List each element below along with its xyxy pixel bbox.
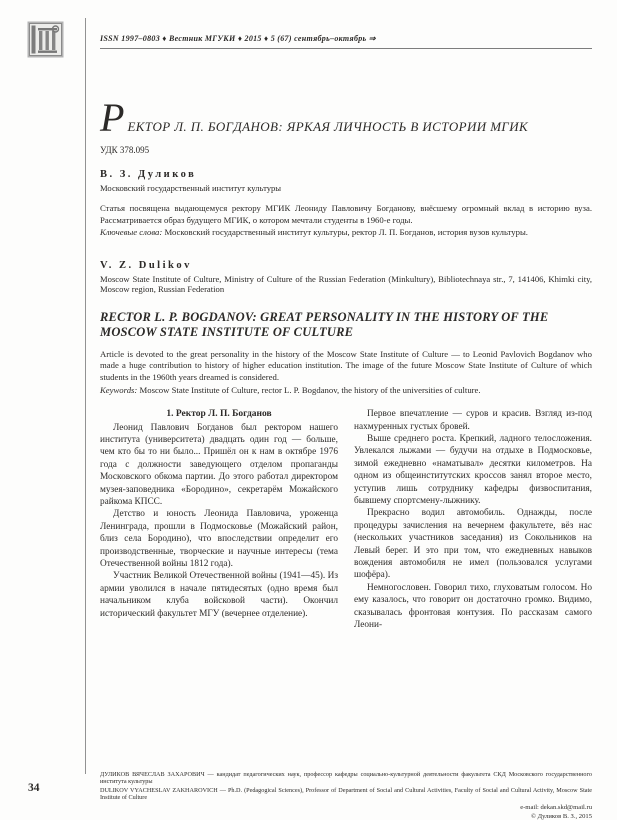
- author-affiliation-en: Moscow State Institute of Culture, Ministry of Culture of the Russian Federation (Minkultury), Bibliotechnaya str., 7, 141406, Khimki city, Moscow region, Russian Federation: [100, 273, 592, 295]
- page-number: 34: [28, 782, 40, 794]
- abstract-ru: Статья посвящена выдающемуся ректору МГИК Леониду Павловичу Богданову, внёсшему огромный вклад в историю вуза. Рассматривается образ будущего МГИК, о котором мечтали студенты в 1960-е годы.: [100, 203, 592, 225]
- article-title-ru: [100, 95, 592, 144]
- body-paragraph: Первое впечатление — суров и красив. Взгляд из-под нахмуренных густых бровей.: [354, 409, 592, 432]
- keywords-en-label: Keywords:: [100, 384, 138, 395]
- body-paragraph: Немногословен. Говорил тихо, глуховатым голосом. Но ему казалось, что говорит он достаточно громко. Видимо, сказывалась фронтовая контузия. По рассказам самого Леони-: [354, 582, 592, 631]
- left-column: [100, 408, 338, 631]
- author-name-en: V. Z. Dulikov: [100, 259, 192, 271]
- body-paragraph: Выше среднего роста. Крепкий, ладного телосложения. Увлекался лыжами — будучи на отдыхе в Подмосковье, зимой ежедневно «наматывал» десятки километров. На одном из общеинститутских кроссов занял второе место, уступив лишь сотруднику кафедры физвоспитания, бывшему спортсмену-лыжнику.: [354, 433, 592, 506]
- keywords-en: [100, 385, 592, 397]
- keywords-ru-text: Московский государственный институт культуры, ректор Л. П. Богданов, история вузов культуры.: [162, 227, 528, 238]
- article-body: [100, 408, 592, 631]
- contact-email: e-mail: dekan.skd@mail.ru: [520, 803, 592, 811]
- body-paragraph: Прекрасно водил автомобиль. Однажды, после процедуры зачисления на вечернем факультете, вёз нас (нескольких участников заседания) из Сокольников на Левый берег. И это при том, что ежедневных навыков вождения автомобиля не имел (пользовался услугами шофёра).: [354, 508, 592, 581]
- title-text: ЕКТОР Л. П. БОГДАНОВ: ЯРКАЯ ЛИЧНОСТЬ В ИСТОРИИ МГИК: [127, 119, 529, 134]
- udk-code: УДК 378.095: [100, 145, 150, 155]
- section-heading: 1. Ректор Л. П. Богданов: [166, 409, 272, 420]
- right-column: [354, 408, 592, 631]
- title-drop-cap: Р: [100, 95, 125, 140]
- left-margin-rule: [85, 18, 86, 774]
- body-paragraph: Участник Великой Отечественной войны (1941—45). Из армии уволился в начале пятидесятых (одно время был начальником клуба войсковой части). Окончил исторический факультет МГУ (вечернее отделение).: [100, 571, 338, 619]
- page-footer: [100, 772, 592, 820]
- article-title-en: RECTOR L. P. BOGDANOV: GREAT PERSONALITY IN THE HISTORY OF THE MOSCOW STATE INSTITUTE OF CULTURE: [100, 309, 549, 340]
- journal-header-line: ISSN 1997–0803 ♦ Вестник МГУКИ ♦ 2015 ♦ 5 (67) сентябрь–октябрь ⇒: [100, 34, 376, 43]
- keywords-en-text: Moscow State Institute of Culture, rector L. P. Bogdanov, the history of the universities of culture.: [137, 384, 481, 395]
- page-content: [100, 0, 592, 631]
- author-name-ru: В. З. Дуликов: [100, 169, 197, 180]
- columns-emblem-icon: [27, 21, 64, 58]
- keywords-ru-label: Ключевые слова:: [100, 227, 163, 238]
- header-rule: [100, 48, 592, 49]
- author-bio-ru: ДУЛИКОВ ВЯЧЕСЛАВ ЗАХАРОВИЧ — кандидат педагогических наук, профессор кафедры социально-культурной деятельности факультета СКД Московского государственного института культуры: [100, 771, 592, 785]
- author-bio-en: DULIKOV VYACHESLAV ZAKHAROVICH — Ph.D. (Pedagogical Sciences), Professor of Department of Social and Cultural Activities, Faculty of Social and Cultural Activity, Moscow State Institute of Culture: [100, 786, 592, 801]
- body-paragraph: Леонид Павлович Богданов был ректором нашего института (университета) двадцать один год — больше, чем кто бы то ни было... Пришёл он к нам в октябре 1976 года с должности заведующего отделом пропаганды Московского обкома партии. До этого работал директором музея-заповедника «Бородино», секретарём Можайского райкома КПСС.: [100, 422, 338, 507]
- copyright-line: © Дуликов В. З., 2015: [530, 812, 592, 820]
- keywords-ru: [100, 227, 592, 239]
- journal-logo-icon: [27, 21, 64, 58]
- author-affiliation-ru: Московский государственный институт культуры: [100, 183, 282, 193]
- abstract-en: Article is devoted to the great personality in the history of the Moscow State Institute of Culture — to Leonid Pavlovich Bogdanov who made a huge contribution to history of higher education institution. The image of the future Moscow State Institute of Culture of which students in the 1960th years dreamed is considered.: [100, 348, 592, 382]
- body-paragraph: Детство и юность Леонида Павловича, уроженца Ленинграда, прошли в Подмосковье (Можайский район, близ села Бородино), что впоследствии определит его производственные, творческие и научные интересы (тема Отечественной войны 1812 года).: [100, 509, 338, 570]
